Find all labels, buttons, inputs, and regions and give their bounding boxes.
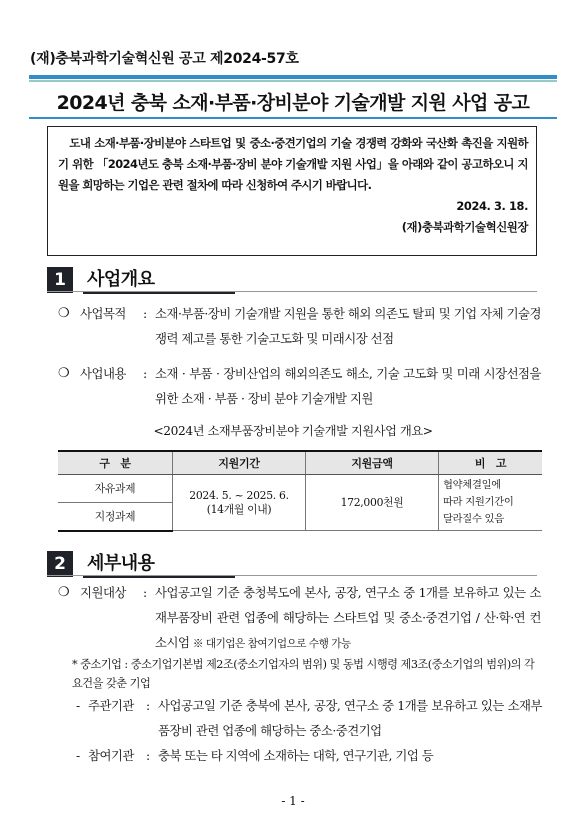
notice-signer: (재)충북과학기술혁신원장 bbox=[401, 220, 528, 234]
target-item bbox=[58, 580, 542, 655]
amount-cell: 172,000천원 bbox=[306, 475, 439, 531]
section-1-heading bbox=[47, 265, 235, 294]
table-caption: <2024년 소재부품장비분야 기술개발 지원사업 개요> bbox=[153, 424, 433, 438]
table-header-cell: 지원금액 bbox=[306, 451, 439, 475]
content-label: 사업내용 bbox=[80, 366, 126, 381]
target-note: ※ 대기업은 참여기업으로 수행 가능 bbox=[192, 638, 351, 650]
partner-colon: : bbox=[146, 748, 150, 763]
title-top-bar-accent bbox=[29, 80, 557, 82]
section-2-heading bbox=[47, 549, 235, 578]
category-cell: 자유과제 bbox=[58, 475, 173, 503]
title-top-bar bbox=[29, 75, 557, 79]
section-title: 세부내용 bbox=[83, 549, 235, 578]
period-cell bbox=[173, 475, 306, 531]
partner-institution-item bbox=[76, 743, 542, 768]
notice-body-text: 도내 소재·부품·장비분야 스타트업 및 중소·중견기업의 기술 경쟁력 강화와 국산화 촉진을 지원하기 위한 「2024년도 충북 소재·부품·장비 분야 기술개발 지원 사업」을 아래와 같이 공고하오니 지원을 희망하는 기업은 관련 절차에 따라 신청하여 주시기 바랍니다. bbox=[58, 136, 529, 192]
lead-label: 주관기관 bbox=[88, 698, 134, 713]
circle-bullet-icon: ❍ bbox=[58, 366, 70, 381]
table-header-cell: 지원기간 bbox=[173, 451, 306, 475]
dash-bullet: - bbox=[76, 748, 80, 763]
lead-text: 사업공고일 기준 충북에 본사, 공장, 연구소 중 1개를 보유하고 있는 소재부품장비 관련 업종에 해당하는 중소·중견기업 bbox=[158, 698, 542, 738]
overview-table bbox=[58, 450, 542, 532]
section-2-rule bbox=[47, 575, 537, 576]
sme-definition-note: * 중소기업 : 중소기업기본법 제2조(중소기업자의 범위) 및 동법 시행령 제3조(중소기업의 범위)의 각 요건을 갖춘 기업 bbox=[72, 658, 535, 690]
table-header-row bbox=[58, 451, 542, 475]
target-text-block bbox=[155, 580, 541, 657]
table-header-cell: 구 분 bbox=[58, 451, 173, 475]
content-item bbox=[58, 361, 542, 411]
document-title: 2024년 충북 소재·부품·장비분야 기술개발 지원 사업 공고 bbox=[56, 92, 530, 114]
section-number-badge: 2 bbox=[47, 551, 73, 577]
section-1-rule bbox=[47, 291, 537, 292]
circle-bullet-icon: ❍ bbox=[58, 306, 70, 321]
content-text: 소재 · 부품 · 장비산업의 해외의존도 해소, 기술 고도화 및 미래 시장선점을 위한 소재 · 부품 · 장비 분야 기술개발 지원 bbox=[155, 366, 541, 406]
section-number-badge: 1 bbox=[47, 267, 73, 293]
remarks-line: 달라질수 있음 bbox=[443, 513, 504, 525]
notice-date: 2024. 3. 18. bbox=[456, 199, 528, 213]
category-cell: 지정과제 bbox=[58, 503, 173, 531]
notice-box bbox=[47, 126, 537, 256]
target-label: 지원대상 bbox=[80, 585, 126, 600]
target-text: 사업공고일 기준 충청북도에 본사, 공장, 연구소 중 1개를 보유하고 있는 소재부품장비 관련 업종에 해당하는 스타트업 및 중소·중견기업 / 산·학·연 컨소시엄 bbox=[155, 585, 541, 650]
target-colon: : bbox=[143, 585, 147, 600]
table-row bbox=[58, 475, 542, 503]
partner-label: 참여기관 bbox=[88, 748, 134, 763]
remarks-cell bbox=[439, 475, 543, 531]
period-value: 2024. 5. ~ 2025. 6. bbox=[189, 488, 289, 502]
dash-bullet: - bbox=[76, 698, 80, 713]
purpose-colon: : bbox=[143, 306, 147, 321]
notice-body bbox=[58, 133, 528, 196]
section-title: 사업개요 bbox=[83, 265, 235, 294]
purpose-label: 사업목적 bbox=[80, 306, 126, 321]
purpose-text: 소재·부품·장비 기술개발 지원을 통한 해외 의존도 탈피 및 기업 자체 기술경쟁력 제고를 통한 기술고도화 및 미래시장 선점 bbox=[155, 306, 541, 346]
announcement-number: (재)충북과학기술혁신원 공고 제2024-57호 bbox=[30, 51, 299, 67]
partner-text: 충북 또는 타 지역에 소재하는 대학, 연구기관, 기업 등 bbox=[158, 748, 434, 763]
purpose-item bbox=[58, 301, 542, 351]
table-header-cell: 비 고 bbox=[439, 451, 543, 475]
period-note: (14개월 이내) bbox=[206, 502, 272, 516]
circle-bullet-icon: ❍ bbox=[58, 585, 70, 600]
remarks-line: 따라 지원기간이 bbox=[443, 496, 514, 508]
remarks-line: 협약체결일에 bbox=[443, 479, 501, 491]
content-colon: : bbox=[143, 366, 147, 381]
lead-institution-item bbox=[76, 693, 542, 743]
title-bottom-bar bbox=[29, 117, 557, 119]
lead-colon: : bbox=[146, 698, 150, 713]
page-number: - 1 - bbox=[281, 794, 305, 808]
